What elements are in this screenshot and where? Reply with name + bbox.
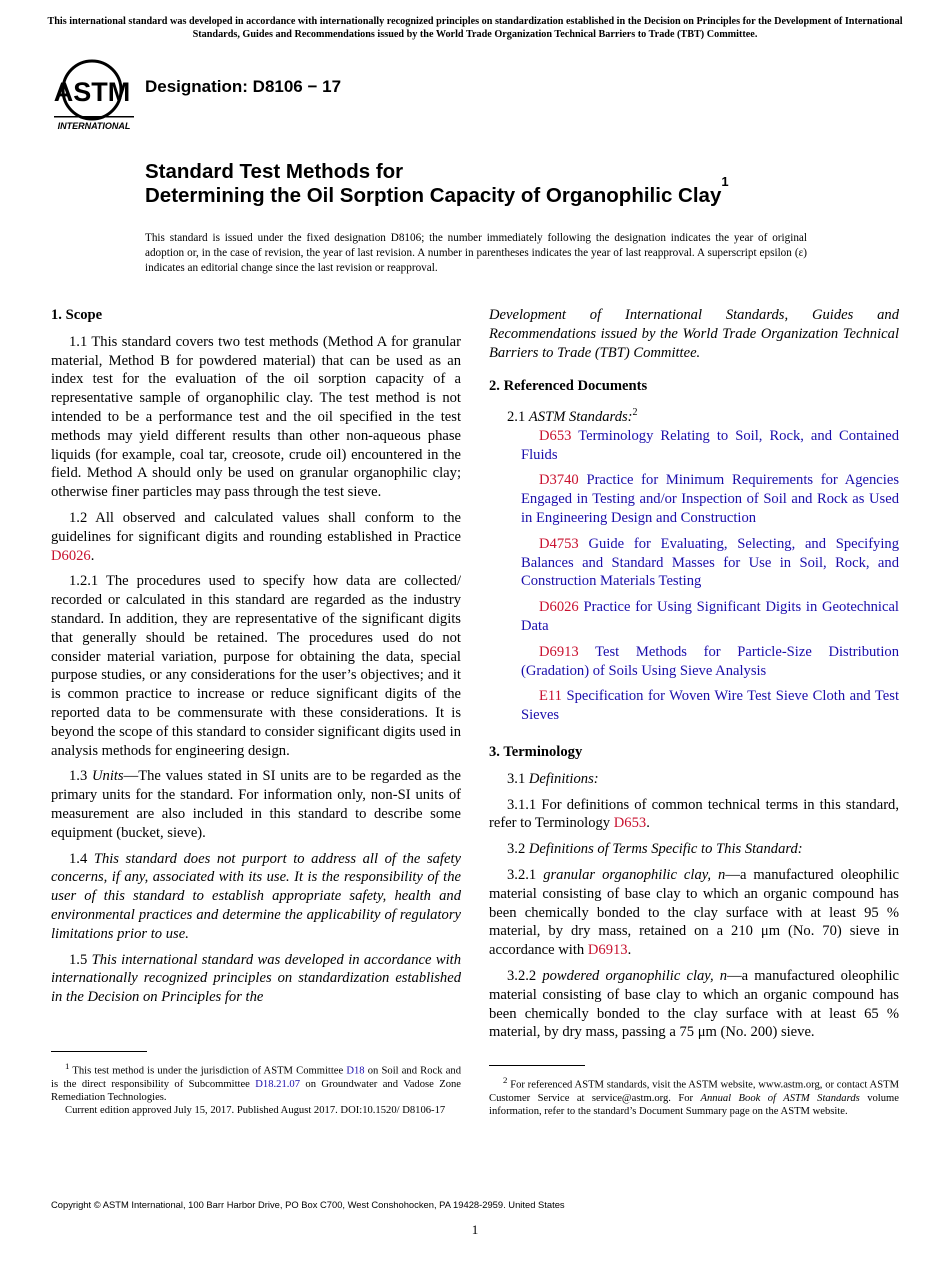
para-3-2-1-end: . (627, 942, 632, 959)
committee-link[interactable]: D18 (346, 1065, 365, 1077)
para-3-1 (489, 770, 899, 789)
para-1-5 (51, 951, 461, 1007)
subcommittee-link[interactable]: D18.21.07 (255, 1078, 300, 1090)
para-3-1-num: 3.1 (507, 770, 529, 787)
reference-item (489, 471, 899, 527)
footnote-2-em: Annual Book of ASTM Standards (700, 1092, 860, 1104)
page-title (145, 160, 865, 208)
para-3-2-1-term: granular organophilic clay, n (543, 866, 726, 883)
para-1-3-text: —The values stated in SI units are to be regarded as the primary units for the standard. For information only, non-SI units of measurement are also included in this standard to describe some equipment (bucket, sieve). (51, 768, 461, 841)
footnote-2-a: For referenced ASTM standards, visit the ASTM website, www.astm.org, or contact ASTM Customer Service at service@astm.org. For (489, 1079, 899, 1104)
footnote-1-text (51, 1060, 461, 1104)
standards-notice: This international standard was developed in accordance with internationally recognized principles on standardization established in the Decision on Principles for the Development of International Standards, Guides and Recommendations issued by the World Trade Organization Technical Barriers to Trade (TBT) Committee. (47, 16, 903, 40)
para-3-2-2 (489, 967, 899, 1042)
para-1-5-num: 1.5 (69, 951, 92, 968)
scope-heading: 1. Scope (51, 307, 103, 323)
ref-code[interactable]: D6913 (539, 643, 579, 660)
para-1-3 (51, 767, 461, 842)
title-line-2-text: Determining the Oil Sorption Capacity of Organophilic Clay (145, 184, 722, 207)
logo-text: ASTM (53, 77, 131, 107)
para-1-2-end: . (90, 547, 95, 564)
ref-code[interactable]: D4753 (539, 535, 579, 552)
footnote-2 (489, 1074, 899, 1118)
para-3-1-1-end: . (646, 815, 650, 832)
para-3-2-em: Definitions of Terms Specific to This Standard: (528, 841, 803, 858)
page-number: 1 (471, 1222, 479, 1237)
copyright: Copyright © ASTM International, 100 Barr Harbor Drive, PO Box C700, West Conshohocken, PA 19428-2959. United States (51, 1199, 565, 1210)
ref-link-d653[interactable]: D653 (613, 815, 647, 832)
para-1-4-text: This standard does not purport to address all of the safety concerns, if any, associated with its use. It is the responsibility of the user of this standard to establish appropriate safety, health and environmental practices and determine the applicability of regulatory limitations prior to use. (51, 850, 461, 942)
para-3-2 (489, 840, 899, 859)
references-heading: 2. Referenced Documents (489, 378, 648, 395)
footnote-1-mark: 1 (65, 1061, 70, 1071)
ref-link-d6026[interactable]: D6026 (51, 547, 91, 564)
para-2-1-label: ASTM Standards: (528, 409, 633, 426)
footnote-2-mark: 2 (503, 1075, 508, 1085)
footnote-2-b: volume information, refer to the standard’s Document Summary page on the ASTM website. (489, 1092, 899, 1117)
para-1-2-1: 1.2.1 The procedures used to specify how data are collected/ recorded or calculated in this standard are regarded as the industry standard. In addition, they are representative of the significant digits that generally should be retained. The procedures used do not consider material variation, purpose for obtaining the data, special purpose studies, or any considerations for the user’s objectives; and it is common practice to increase or reduce significant digits of the reported data to be commensurate with these considerations. It is beyond the scope of this standard to consider significant digits used in analysis methods for engineering design. (51, 573, 461, 759)
para-3-2-1-num: 3.2.1 (507, 866, 544, 883)
para-3-2-num: 3.2 (507, 841, 529, 858)
para-3-1-1 (489, 796, 899, 834)
astm-logo (52, 58, 136, 134)
logo-subtext: INTERNATIONAL (57, 121, 131, 131)
para-1-2-text: 1.2 All observed and calculated values shall conform to the guidelines for significant digits and rounding established in Practice (51, 509, 461, 545)
footnote-1-b: on Soil and Rock and is the direct responsibility of Subcommittee (51, 1065, 461, 1090)
para-3-2-2-text: —a manufactured oleophilic material consisting of base clay to which an organic compound has been chemically bonded to the clay surface with at least 65 % material, by dry mass, passing a 75 μm (No. 200) sieve. (489, 967, 899, 1041)
para-3-2-2-num: 3.2.2 (507, 967, 543, 984)
astm-logo-icon (52, 58, 136, 134)
reference-item (489, 427, 899, 465)
para-3-1-em: Definitions: (528, 770, 599, 787)
left-column (51, 306, 461, 1014)
reference-list (489, 427, 899, 725)
reference-item (489, 598, 899, 636)
para-1-4 (51, 850, 461, 944)
title-line-2 (145, 174, 865, 208)
para-3-2-2-term: powdered organophilic clay, n (542, 967, 728, 984)
ref-link-d6913[interactable]: D6913 (587, 942, 628, 959)
para-2-1-sup: 2 (632, 407, 638, 419)
ref-code[interactable]: D653 (539, 427, 572, 444)
reference-item (489, 643, 899, 681)
footnote-1-c: on Groundwater and Vadose Zone Remediation Technologies. (51, 1078, 461, 1103)
footnote-1-current: Current edition approved July 15, 2017. Published August 2017. DOI:10.1520/ D8106-17 (65, 1105, 446, 1117)
ref-code[interactable]: D3740 (539, 472, 579, 489)
para-1-2 (51, 509, 461, 565)
para-2-1-num: 2.1 (507, 409, 529, 426)
para-1-3-em: Units (91, 768, 124, 785)
para-1-3-num: 1.3 (69, 768, 92, 785)
reference-item (489, 535, 899, 591)
para-1-5-continued (489, 306, 899, 362)
footnote-2-text (489, 1074, 899, 1118)
ref-title[interactable]: Practice for Using Significant Digits in Geotechnical Data (521, 599, 899, 635)
para-2-1 (489, 404, 899, 427)
terminology-heading: 3. Terminology (489, 744, 583, 760)
right-column (489, 306, 899, 1049)
ref-code[interactable]: D6026 (539, 599, 579, 616)
footnote-rule-left (51, 1051, 147, 1052)
title-line-1: Standard Test Methods for (145, 160, 404, 183)
intro-paragraph: This standard is issued under the fixed designation D8106; the number immediately following the designation indicates the year of original adoption or, in the case of revision, the year of last revision. A number in parentheses indicates the year of last reapproval. A superscript epsilon (ε) indicates an editorial change since the last revision or reapproval. (145, 232, 807, 274)
para-1-1: 1.1 This standard covers two test methods (Method A for granular material, Method B for powdered material) that can be used as an index test for the evaluation of the oil sorption capacity of a representative sample of organophilic clay. The test method is not intended to be a performance test and the oil specified in the test methods may yield different results than other non-aqueous phase liquids (for example, coal tar, creosote, crude oil) encountered in the field. Method A should only be used on granular organophilic clay; otherwise finer particles may pass through the test sieve. (51, 333, 461, 501)
ref-title[interactable]: Practice for Minimum Requirements for Agencies Engaged in Testing and/or Inspection of Soil and Rock as Used in Engineering Design and Construction (521, 472, 899, 527)
footnote-1 (51, 1060, 461, 1117)
title-footnote-mark: 1 (721, 174, 729, 189)
reference-item (489, 687, 899, 725)
ref-code[interactable]: E11 (539, 688, 562, 705)
para-1-4-num: 1.4 (69, 850, 94, 867)
ref-title[interactable]: Terminology Relating to Soil, Rock, and Contained Fluids (521, 427, 899, 463)
para-3-2-1 (489, 866, 899, 960)
para-1-5-text: This international standard was developed in accordance with internationally recognized principles on standardization established in the Decision on Principles for the (51, 951, 462, 1006)
footnote-rule-right (489, 1065, 585, 1066)
ref-title[interactable]: Guide for Evaluating, Selecting, and Specifying Balances and Standard Masses for Use in Soil, Rock, and Construction Materials Testing (521, 535, 899, 590)
designation: Designation: D8106 − 17 (145, 77, 342, 96)
para-3-2-1-text: —a manufactured oleophilic material consisting of base clay to which an organic compound has been chemically bonded to the clay surface with at least 95 % material, by dry mass, retained on a 210 μm (No. 70) sieve in accordance with (489, 866, 899, 959)
para-3-1-1-text: 3.1.1 For definitions of common technical terms in this standard, refer to Terminology (489, 796, 899, 832)
ref-title[interactable]: Specification for Woven Wire Test Sieve Cloth and Test Sieves (521, 688, 900, 724)
footnote-1-a: This test method is under the jurisdiction of ASTM Committee (69, 1065, 347, 1077)
ref-title[interactable]: Test Methods for Particle-Size Distribution (Gradation) of Soils Using Sieve Analysis (521, 643, 899, 679)
para-1-5-cont-text: Development of International Standards, Guides and Recommendations issued by the World Trade Organization Technical Barriers to Trade (TBT) Committee. (489, 307, 899, 361)
